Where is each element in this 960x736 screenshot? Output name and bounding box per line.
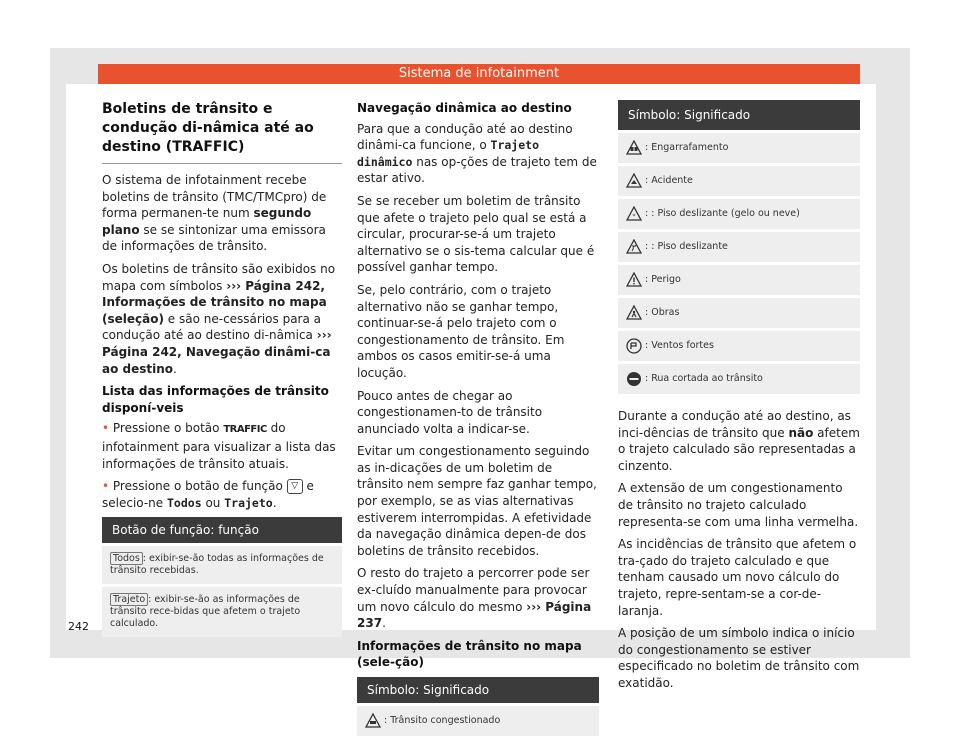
table-row: : Perigo bbox=[618, 262, 860, 295]
step-2: • Pressione o botão de função ▽ e selecio-ne Todos ou Trajeto. bbox=[102, 479, 314, 510]
traffic-symbol-table bbox=[618, 100, 860, 394]
link-dynamic-navigation[interactable]: ››› Página 242, Navegação dinâmi-ca ao destino bbox=[102, 328, 332, 376]
map-info-heading: Informações de trânsito no mapa (sele-ção) bbox=[357, 638, 582, 670]
table-row: : Acidente bbox=[618, 163, 860, 196]
traffic-jam-icon bbox=[626, 140, 642, 156]
traffic-button-label: TRAFFIC bbox=[223, 424, 267, 436]
table-header: Símbolo: Significado bbox=[618, 100, 860, 130]
paragraph: A extensão de um congestionamento de trânsito no trajeto calculado representa-se com uma linha vermelha. bbox=[618, 481, 859, 529]
intro-paragraph: O sistema de infotainment recebe boletins de trânsito (TMC/TMCpro) de forma permanen-te num segundo plano se se sintonizar uma emissora de informações de trânsito. bbox=[102, 173, 327, 254]
table-row: * : : Piso deslizante (gelo ou neve) bbox=[618, 196, 860, 229]
paragraph: Pouco antes de chegar ao congestionamen-to de trânsito anunciado volta a indicar-se. bbox=[357, 388, 543, 436]
column-left bbox=[102, 100, 342, 637]
table-header: Símbolo: Significado bbox=[357, 677, 599, 703]
table-header: Botão de função: função bbox=[102, 517, 342, 543]
svg-text:*: * bbox=[632, 213, 636, 220]
icy-road-icon bbox=[626, 206, 642, 222]
table-row: Todos : exibir-se-ão todas as informações de trânsito recebidas. bbox=[102, 543, 342, 584]
link-traffic-info-map[interactable]: ››› Página 242, Informações de trânsito no mapa (seleção) bbox=[102, 278, 327, 326]
congestion-triangle-icon bbox=[365, 713, 381, 729]
paragraph: Evitar um congestionamento seguindo as in-dicações de um boletim de trânsito nem sempre faz ganhar tempo, por exemplo, se as vias alternativas estiverem interrompidas. A efetividade da navegação dinâmica depen-de dos boletins de trânsito recebidos. bbox=[357, 444, 597, 558]
function-button-table bbox=[102, 517, 342, 637]
accident-icon bbox=[626, 173, 642, 189]
table-row: : Ventos fortes bbox=[618, 328, 860, 361]
table-row: Trajeto : exibir-se-ão as informações de trânsito rece-bidas que afetem o trajeto calculado. bbox=[102, 584, 342, 637]
section-title-traffic: Boletins de trânsito e condução di-nâmica até ao destino (TRAFFIC) bbox=[102, 100, 342, 164]
paragraph: Para que a condução até ao destino dinâmi-ca funcione, o Trajeto dinâmico nas op-ções de trajeto tem de estar ativo. bbox=[357, 121, 597, 186]
table-row: : Engarrafamento bbox=[618, 130, 860, 163]
bullet-icon: • bbox=[102, 421, 110, 436]
column-middle bbox=[357, 100, 599, 736]
page-number: 242 bbox=[68, 620, 89, 633]
table-row: : Rua cortada ao trânsito bbox=[618, 361, 860, 394]
chapter-header: Sistema de infotainment bbox=[98, 64, 860, 84]
paragraph: Durante a condução até ao destino, as inci-dências de trânsito que não afetem o trajeto calculado são representadas a cinzento. bbox=[618, 409, 860, 473]
map-symbol-table bbox=[357, 677, 599, 736]
list-heading: Lista das informações de trânsito disponí-veis bbox=[102, 384, 329, 415]
table-row: : Trânsito congestionado bbox=[357, 703, 599, 736]
danger-icon bbox=[626, 272, 642, 288]
paragraph: Se se receber um boletim de trânsito que afete o trajeto pelo qual se está a circular, procurar-se-á um trajeto alternativo se o sis-tema calcular que é possível ganhar tempo. bbox=[357, 193, 595, 275]
wind-icon bbox=[626, 338, 642, 354]
link-page-237[interactable]: ››› Página 237 bbox=[357, 599, 592, 631]
paragraph: O resto do trajeto a percorrer pode ser ex-cluído manualmente para provocar um novo cálculo do mesmo ››› Página 237. bbox=[357, 566, 592, 631]
roadworks-icon bbox=[626, 305, 642, 321]
slippery-road-icon bbox=[626, 239, 642, 255]
road-closed-icon bbox=[626, 371, 642, 387]
column-right bbox=[618, 100, 860, 698]
paragraph: A posição de um símbolo indica o início do congestionamento se estiver especificado no boletim de trânsito com exatidão. bbox=[618, 626, 860, 690]
table-row: : : Piso deslizante bbox=[618, 229, 860, 262]
bullet-icon: • bbox=[102, 479, 110, 494]
dynamic-nav-heading: Navegação dinâmica ao destino bbox=[357, 101, 572, 115]
paragraph: Se, pelo contrário, com o trajeto alternativo não se ganhar tempo, continuar-se-á pelo trajeto com o congestionamento de trânsito. Em ambos os casos emitir-se-á uma locução. bbox=[357, 282, 565, 380]
symbols-paragraph: Os boletins de trânsito são exibidos no mapa com símbolos ››› Página 242, Informações de trânsito no mapa (seleção) e são ne-cessários para a condução até ao destino di-nâmica ››› Página 242, Navegação dinâmi-ca ao destino. bbox=[102, 261, 336, 376]
paragraph: As incidências de trânsito que afetem o tra-çado do trajeto calculado e que tenham causado um novo cálculo do trajeto, repre-sentam-se a cor-de-laranja. bbox=[618, 537, 857, 618]
table-row: : Obras bbox=[618, 295, 860, 328]
step-1: • Pressione o botão TRAFFIC do infotainment para visualizar a lista das informações de trânsito atuais. bbox=[102, 421, 336, 471]
filter-icon: ▽ bbox=[287, 479, 303, 494]
